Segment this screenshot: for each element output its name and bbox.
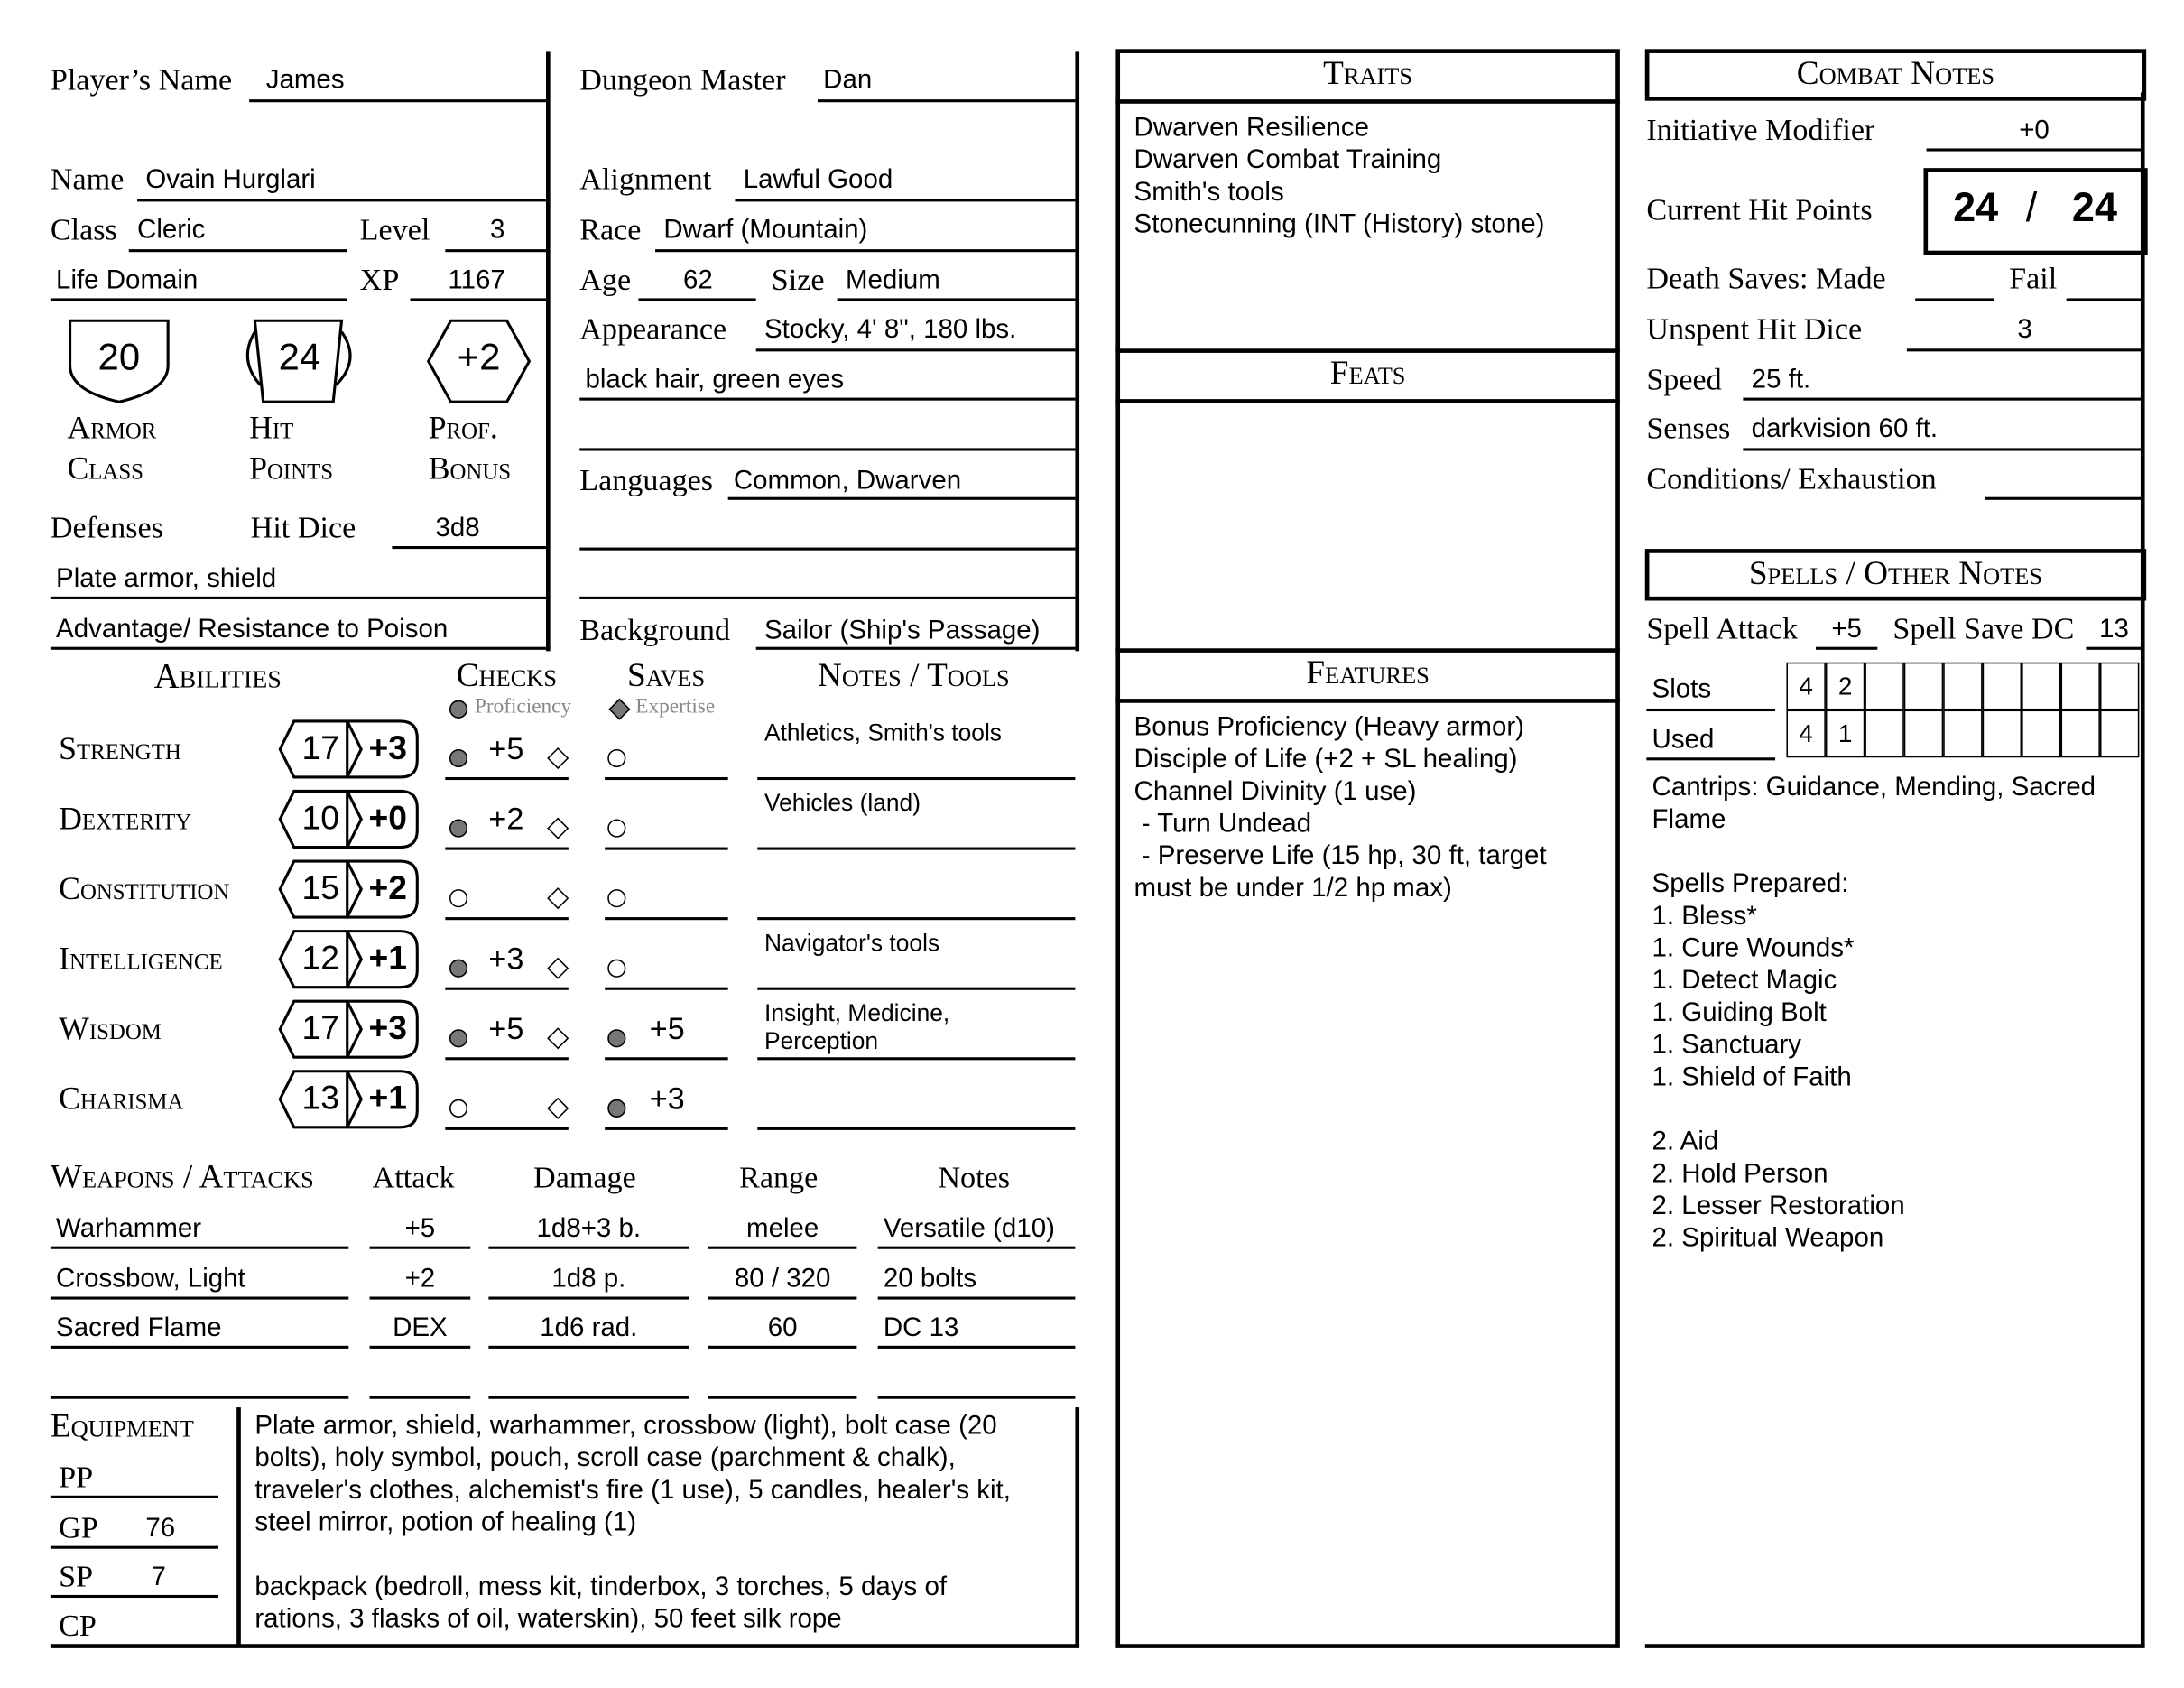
spells-title: Spells / Other Notes (1748, 555, 2043, 593)
weapon-attack[interactable]: +5 (404, 1213, 436, 1244)
check-proficiency-toggle[interactable] (449, 889, 467, 907)
background-label: Background (579, 611, 731, 647)
hp-separator: / (2025, 186, 2038, 231)
race-label: Race (579, 211, 642, 247)
ability-name: Constitution (59, 870, 230, 906)
check-proficiency-toggle[interactable] (449, 960, 467, 978)
alignment-label: Alignment (579, 161, 712, 197)
used-level-2[interactable]: 1 (1826, 710, 1865, 758)
slot-level-9[interactable] (2100, 663, 2139, 710)
class-field[interactable]: Cleric (137, 215, 206, 246)
spell-save-dc-label: Spell Save DC (1892, 610, 2075, 646)
weapon-name[interactable]: Warhammer (56, 1213, 202, 1244)
class-label: Class (50, 211, 117, 247)
check-value: +2 (488, 801, 524, 837)
spell-attack-label: Spell Attack (1646, 610, 1799, 646)
name-label: Name (50, 161, 125, 197)
languages-label: Languages (579, 461, 714, 497)
ability-score[interactable]: 12 (301, 939, 339, 978)
ability-modifier: +0 (368, 799, 407, 838)
age-label: Age (579, 262, 632, 297)
hit-points-label-1: Hit (249, 410, 294, 446)
ability-score[interactable]: 10 (301, 799, 339, 838)
ability-modifier: +1 (368, 939, 407, 978)
spells-notes[interactable]: Cantrips: Guidance, Mending, Sacred Flame Spells Prepared: 1. Bless* 1. Cure Wounds* 1. Detect Magic 1. Guiding Bolt 1. Sanctuary 1. Shield of Faith 2. Aid 2. Hold Person 2. Lesser Restoration 2. Spiritual Weapon (1652, 773, 2096, 1254)
sp-label: SP (59, 1558, 94, 1594)
sp-field[interactable]: 7 (151, 1563, 166, 1592)
background-field[interactable]: Sailor (Ship's Passage) (764, 616, 1041, 646)
check-value: +5 (488, 1011, 524, 1046)
notes-tools-header: Notes / Tools (817, 658, 1010, 695)
weapon-damage[interactable]: 1d6 rad. (540, 1313, 638, 1343)
slot-level-5[interactable] (1943, 663, 1982, 710)
check-expertise-toggle[interactable] (547, 958, 569, 979)
weapon-damage[interactable]: 1d8 p. (551, 1264, 626, 1294)
spell-attack-field[interactable]: +5 (1831, 615, 1862, 645)
ability-name: Intelligence (59, 941, 223, 977)
save-value: +5 (649, 1011, 685, 1046)
senses-label: Senses (1646, 410, 1731, 446)
feats-title: Feats (1329, 356, 1406, 393)
initiative-label: Initiative Modifier (1646, 112, 1875, 147)
level-label: Level (359, 211, 430, 247)
weapon-damage[interactable]: 1d8+3 b. (536, 1213, 642, 1244)
alignment-field[interactable]: Lawful Good (743, 165, 893, 195)
features-title: Features (1306, 655, 1430, 692)
ability-score[interactable]: 17 (301, 1009, 339, 1048)
appearance-field[interactable]: Stocky, 4' 8", 180 lbs. (764, 315, 1017, 345)
race-field[interactable]: Dwarf (Mountain) (663, 215, 868, 246)
used-label: Used (1652, 725, 1715, 756)
check-expertise-toggle[interactable] (547, 1027, 569, 1049)
slot-level-1[interactable]: 4 (1786, 663, 1825, 710)
conditions-label: Conditions/ Exhaustion (1646, 460, 1937, 496)
used-level-6[interactable] (1983, 710, 2022, 758)
hit-dice-field[interactable]: 3d8 (435, 514, 480, 543)
defenses-label: Defenses (50, 509, 163, 545)
expertise-legend-label: Expertise (635, 695, 716, 719)
armor-class-label-2: Class (67, 450, 143, 487)
weapon-range[interactable]: 60 (767, 1313, 798, 1343)
armor-class-label-1: Armor (67, 410, 157, 446)
damage-header: Damage (533, 1159, 636, 1195)
attack-header: Attack (372, 1159, 455, 1195)
check-proficiency-toggle[interactable] (449, 820, 467, 838)
used-level-3[interactable] (1865, 710, 1903, 758)
current-hp-field[interactable]: 24 (1953, 186, 1999, 231)
cp-label: CP (59, 1607, 97, 1643)
used-level-5[interactable] (1943, 710, 1982, 758)
defense-2[interactable]: Advantage/ Resistance to Poison (56, 615, 449, 645)
equipment-title: Equipment (50, 1408, 194, 1445)
proficiency-label-2: Bonus (428, 450, 512, 487)
size-field[interactable]: Medium (845, 265, 940, 296)
equipment-list[interactable]: Plate armor, shield, warhammer, crossbow (light), bolt case (20 bolts), holy symbol, pouch, scroll case (parchment & chalk), traveler's clothes, alchemist's fire (1 use), 5 candles, healer's kit, steel mirror, potion of healing (1) backpack (bedroll, mess kit, tinderbox, 3 torches, 5 days of rations, 3 flasks of oil, waterskin), 50 feet silk rope (254, 1411, 1011, 1635)
spell-save-dc-field[interactable]: 13 (2099, 615, 2129, 645)
checks-header: Checks (456, 658, 558, 695)
armor-class-value[interactable]: 20 (97, 336, 141, 378)
hit-points-label-2: Points (249, 450, 334, 487)
senses-field[interactable]: darkvision 60 ft. (1751, 414, 1939, 444)
size-label: Size (771, 262, 825, 297)
age-field[interactable]: 62 (683, 265, 713, 296)
ability-name: Strength (59, 730, 181, 766)
ability-name: Charisma (59, 1081, 184, 1117)
weapons-title: Weapons / Attacks (50, 1159, 314, 1196)
players-name-field[interactable]: James (265, 65, 345, 96)
hit-dice-label: Hit Dice (250, 509, 356, 545)
ability-notes[interactable]: Insight, Medicine, (764, 999, 950, 1027)
weapon-attack[interactable]: DEX (393, 1313, 448, 1343)
ability-modifier: +2 (368, 869, 407, 908)
ability-score[interactable]: 13 (301, 1080, 339, 1118)
proficiency-legend-label: Proficiency (474, 695, 572, 719)
ability-modifier: +3 (368, 729, 407, 768)
speed-field[interactable]: 25 ft. (1751, 365, 1811, 395)
weapon-notes[interactable]: 20 bolts (883, 1264, 977, 1294)
weapon-attack[interactable]: +2 (404, 1264, 436, 1294)
slots-label: Slots (1652, 674, 1712, 705)
save-proficiency-toggle[interactable] (607, 1029, 625, 1047)
save-proficiency-toggle[interactable] (607, 889, 625, 907)
dungeon-master-label: Dungeon Master (579, 61, 786, 97)
traits-title: Traits (1323, 56, 1413, 93)
max-hp-field[interactable]: 24 (2071, 186, 2117, 231)
slot-level-6[interactable] (1983, 663, 2022, 710)
slot-level-8[interactable] (2061, 663, 2100, 710)
ability-score[interactable]: 17 (301, 729, 339, 768)
weapon-notes[interactable]: Versatile (d10) (883, 1213, 1055, 1244)
players-name-label: Player’s Name (50, 61, 233, 97)
death-saves-made-label: Death Saves: Made (1646, 260, 1886, 296)
used-level-7[interactable] (2022, 710, 2060, 758)
weapon-name[interactable]: Crossbow, Light (56, 1264, 245, 1294)
slot-level-2[interactable]: 2 (1826, 663, 1865, 710)
defense-1[interactable]: Plate armor, shield (56, 564, 277, 594)
used-level-4[interactable] (1904, 710, 1943, 758)
ability-score[interactable]: 15 (301, 869, 339, 908)
used-level-8[interactable] (2061, 710, 2100, 758)
ability-notes[interactable]: Vehicles (land) (764, 789, 921, 817)
ability-notes[interactable]: Navigator's tools (764, 930, 940, 957)
weapon-range[interactable]: melee (746, 1213, 819, 1244)
used-level-1[interactable]: 4 (1786, 710, 1825, 758)
appearance-field-2[interactable]: black hair, green eyes (585, 365, 845, 395)
check-proficiency-toggle[interactable] (449, 1099, 467, 1118)
speed-label: Speed (1646, 361, 1722, 397)
weapon-range[interactable]: 80 / 320 (734, 1264, 831, 1294)
check-expertise-toggle[interactable] (547, 887, 569, 909)
save-proficiency-toggle[interactable] (607, 749, 625, 767)
save-proficiency-toggle[interactable] (607, 960, 625, 978)
slot-level-4[interactable] (1904, 663, 1943, 710)
used-level-9[interactable] (2100, 710, 2139, 758)
hit-points-value[interactable]: 24 (278, 336, 321, 378)
ability-name: Dexterity (59, 801, 192, 837)
check-proficiency-toggle[interactable] (449, 749, 467, 767)
check-expertise-toggle[interactable] (547, 818, 569, 839)
proficiency-label-1: Prof. (428, 410, 498, 446)
slot-level-3[interactable] (1865, 663, 1903, 710)
save-proficiency-toggle[interactable] (607, 1099, 625, 1118)
save-proficiency-toggle[interactable] (607, 820, 625, 838)
features-list[interactable]: Bonus Proficiency (Heavy armor) Disciple of Life (+2 + SL healing) Channel Divinity (1 use) - Turn Undead - Preserve Life (15 hp, 30 ft, target must be under 1/2 hp max) (1134, 712, 1547, 904)
check-value: +3 (488, 941, 524, 977)
proficiency-bonus-value[interactable]: +2 (457, 336, 501, 378)
gp-label: GP (59, 1509, 98, 1545)
abilities-title: Abilities (153, 658, 282, 696)
slot-level-7[interactable] (2022, 663, 2060, 710)
death-saves-fail-label: Fail (2009, 260, 2058, 296)
ability-notes-2[interactable]: Perception (764, 1027, 879, 1055)
proficiency-legend-icon (449, 700, 467, 719)
unspent-hit-dice-field[interactable]: 3 (2017, 315, 2032, 345)
ability-modifier: +1 (368, 1080, 407, 1118)
ability-notes[interactable]: Athletics, Smith's tools (764, 719, 1003, 747)
languages-field[interactable]: Common, Dwarven (733, 466, 962, 496)
check-proficiency-toggle[interactable] (449, 1029, 467, 1047)
expertise-legend-icon (608, 699, 630, 720)
notes-header: Notes (938, 1159, 1010, 1195)
subclass-field[interactable]: Life Domain (56, 265, 199, 296)
initiative-field[interactable]: +0 (2019, 116, 2050, 146)
ability-modifier: +3 (368, 1009, 407, 1048)
ability-name: Wisdom (59, 1011, 162, 1046)
saves-header: Saves (626, 658, 706, 695)
range-header: Range (739, 1159, 819, 1195)
current-hp-label: Current Hit Points (1646, 191, 1873, 227)
combat-notes-title: Combat Notes (1796, 56, 1995, 93)
check-expertise-toggle[interactable] (547, 1098, 569, 1119)
weapon-notes[interactable]: DC 13 (883, 1313, 959, 1343)
dungeon-master-field[interactable]: Dan (823, 65, 873, 96)
weapon-name[interactable]: Sacred Flame (56, 1313, 222, 1343)
check-value: +5 (488, 730, 524, 766)
check-expertise-toggle[interactable] (547, 747, 569, 769)
traits-list[interactable]: Dwarven Resilience Dwarven Combat Training Smith's tools Stonecunning (INT (History) stone) (1134, 113, 1545, 240)
xp-field[interactable]: 1167 (448, 265, 505, 296)
pp-label: PP (59, 1459, 94, 1495)
save-value: +3 (649, 1081, 685, 1117)
gp-field[interactable]: 76 (145, 1513, 176, 1544)
xp-label: XP (359, 262, 400, 297)
character-name-field[interactable]: Ovain Hurglari (145, 165, 316, 195)
appearance-label: Appearance (579, 311, 727, 347)
unspent-hit-dice-label: Unspent Hit Dice (1646, 311, 1863, 347)
level-field[interactable]: 3 (489, 215, 505, 246)
